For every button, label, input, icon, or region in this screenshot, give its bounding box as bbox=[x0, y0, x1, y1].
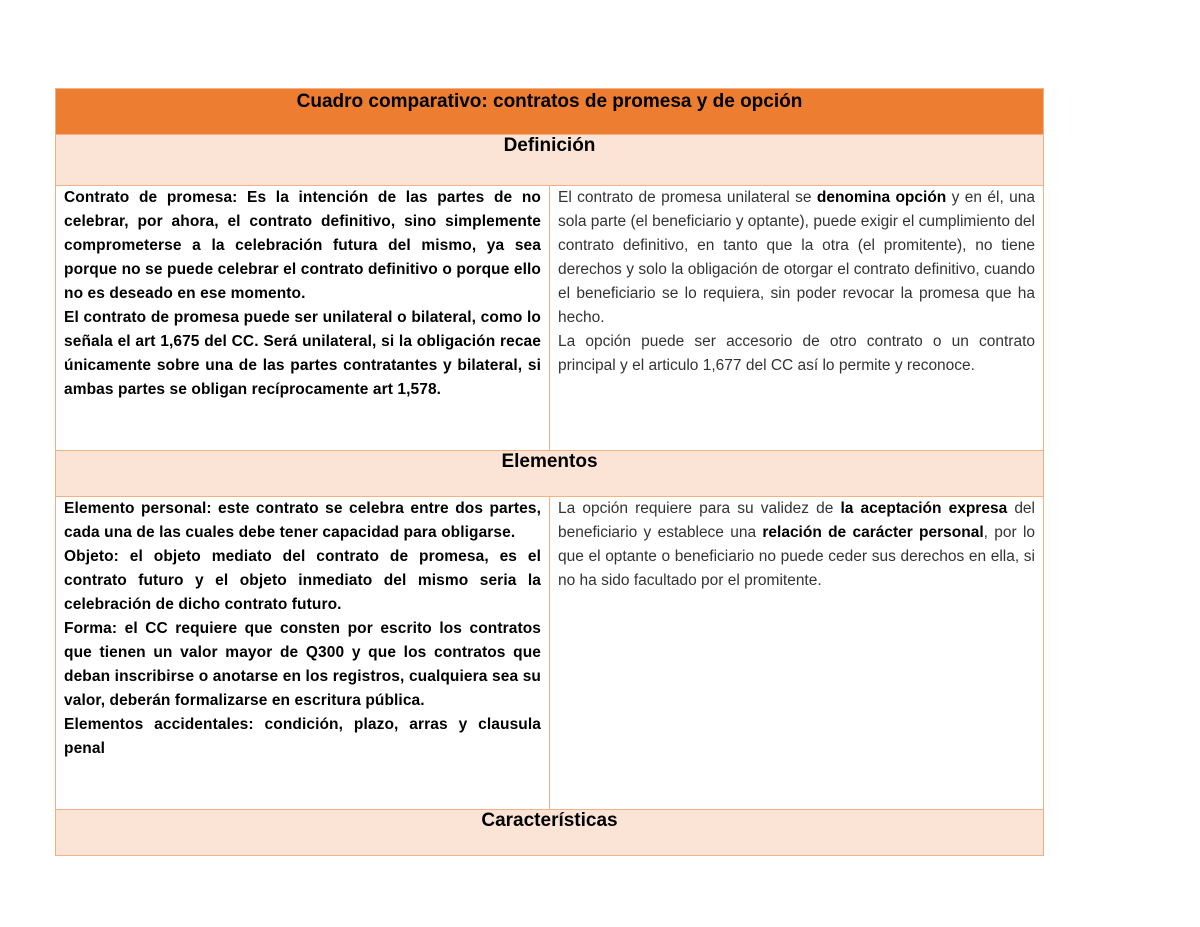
text-run: , por lo que el optante o beneficiario no puede ceder sus derechos en ella, si no ha sido facultado por el promitente. bbox=[558, 524, 1036, 589]
opcion-elements-cell bbox=[550, 497, 1044, 810]
text-run: El contrato de promesa unilateral se bbox=[558, 189, 817, 206]
bold-run: relación de carácter personal bbox=[762, 524, 984, 541]
section-heading-definicion: Definición bbox=[56, 135, 1044, 186]
text-run: La opción requiere para su validez de bbox=[558, 500, 841, 517]
elemento-personal: Elemento personal: este contrato se celebra entre dos partes, cada una de las cuales debe tener capacidad para obligarse. bbox=[64, 500, 541, 541]
opcion-definition-p2: La opción puede ser accesorio de otro contrato o un contrato principal y el articulo 1,677 del CC así lo permite y reconoce. bbox=[558, 333, 1035, 374]
table-title-cell bbox=[56, 89, 1044, 135]
elementos-accidentales: Elementos accidentales: condición, plazo, arras y clausula penal bbox=[64, 716, 541, 757]
text-run: del beneficiario y establece una bbox=[558, 500, 1036, 541]
promesa-elements-cell bbox=[56, 497, 550, 810]
promesa-definition-p2: El contrato de promesa puede ser unilateral o bilateral, como lo señala el art 1,675 del CC. Será unilateral, si la obligación recae únicamente sobre una de las partes contratantes y bilateral, si ambas partes se obligan recíprocamente art 1,578. bbox=[64, 309, 541, 398]
section-row-definicion bbox=[56, 135, 1044, 186]
section-row-elementos bbox=[56, 451, 1044, 497]
elemento-forma: Forma: el CC requiere que consten por escrito los contratos que tienen un valor mayor de Q300 y que los contratos que deban inscribirse o anotarse en los registros, cualquiera sea su valor, deberán formalizarse en escritura pública. bbox=[64, 620, 541, 709]
promesa-definition-cell bbox=[56, 186, 550, 451]
opcion-elements-p1 bbox=[558, 497, 1035, 593]
table-row-elementos bbox=[56, 497, 1044, 810]
opcion-definition-p1 bbox=[558, 186, 1035, 330]
section-heading-elementos: Elementos bbox=[56, 451, 1044, 497]
table-title: Cuadro comparativo: contratos de promesa y de opción bbox=[296, 91, 803, 112]
section-row-caracteristicas bbox=[56, 810, 1044, 856]
bold-run: denomina opción bbox=[816, 189, 947, 206]
title-row bbox=[56, 89, 1044, 135]
comparison-table bbox=[55, 88, 1044, 856]
elemento-objeto: Objeto: el objeto mediato del contrato de promesa, es el contrato futuro y el objeto inmediato del mismo seria la celebración de dicho contrato futuro. bbox=[64, 548, 541, 613]
section-heading-caracteristicas: Características bbox=[56, 810, 1044, 856]
bold-run: la aceptación expresa bbox=[840, 500, 1008, 517]
promesa-definition-p1: Contrato de promesa: Es la intención de las partes de no celebrar, por ahora, el contrato definitivo, sino simplemente comprometerse a la celebración futura del mismo, ya sea porque no se puede celebrar el contrato definitivo o porque ello no es deseado en ese momento. bbox=[64, 189, 541, 302]
opcion-definition-cell bbox=[550, 186, 1044, 451]
table-row-definicion bbox=[56, 186, 1044, 451]
text-run: y en él, una sola parte (el beneficiario y optante), puede exigir el cumplimiento del contrato definitivo, en tanto que la otra (el promitente), no tiene derechos y solo la obligación de otorgar el contrato definitivo, cuando el beneficiario se lo requiera, sin poder revocar la promesa que ha hecho. bbox=[558, 189, 1035, 326]
